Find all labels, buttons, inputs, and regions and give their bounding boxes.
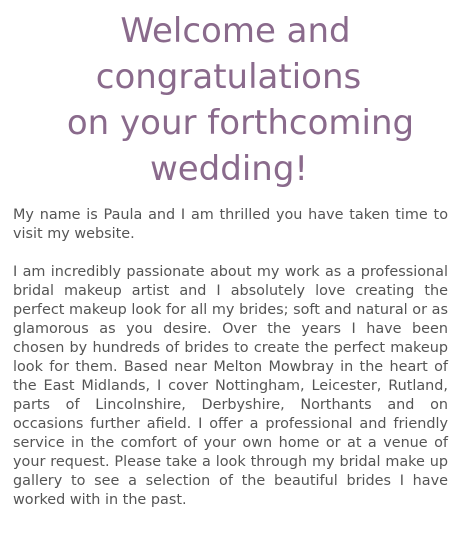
about-paragraph: I am incredibly passionate about my work as a professional bridal makeup artist and I absolutely love creating the perfect makeup look for all my brides; soft and natural or as glamorous as you desire. Over the years I have been chosen by hundreds of brides to create the perfect makeup look for them. Based near Melton Mowbray in the heart of the East Midlands, I cover Nottingham, Leicester, Rutland, parts of Lincolnshire, Derbyshire, Northants and on occasions further afield. I offer a professional and friendly service in the comfort of your own home or at a venue of your request. Please take a look through my bridal make up gallery to see a selection of the beautiful brides I have worked with in the past. <box>13 264 448 508</box>
heading-line-3: on your forthcoming <box>66 103 415 143</box>
heading-line-1: Welcome and <box>120 11 351 51</box>
heading-line-4: wedding! <box>149 149 309 189</box>
intro-paragraph: My name is Paula and I am thrilled you have taken time to visit my website. <box>13 207 448 242</box>
heading-line-2: congratulations <box>95 57 362 97</box>
welcome-heading <box>0 8 461 192</box>
